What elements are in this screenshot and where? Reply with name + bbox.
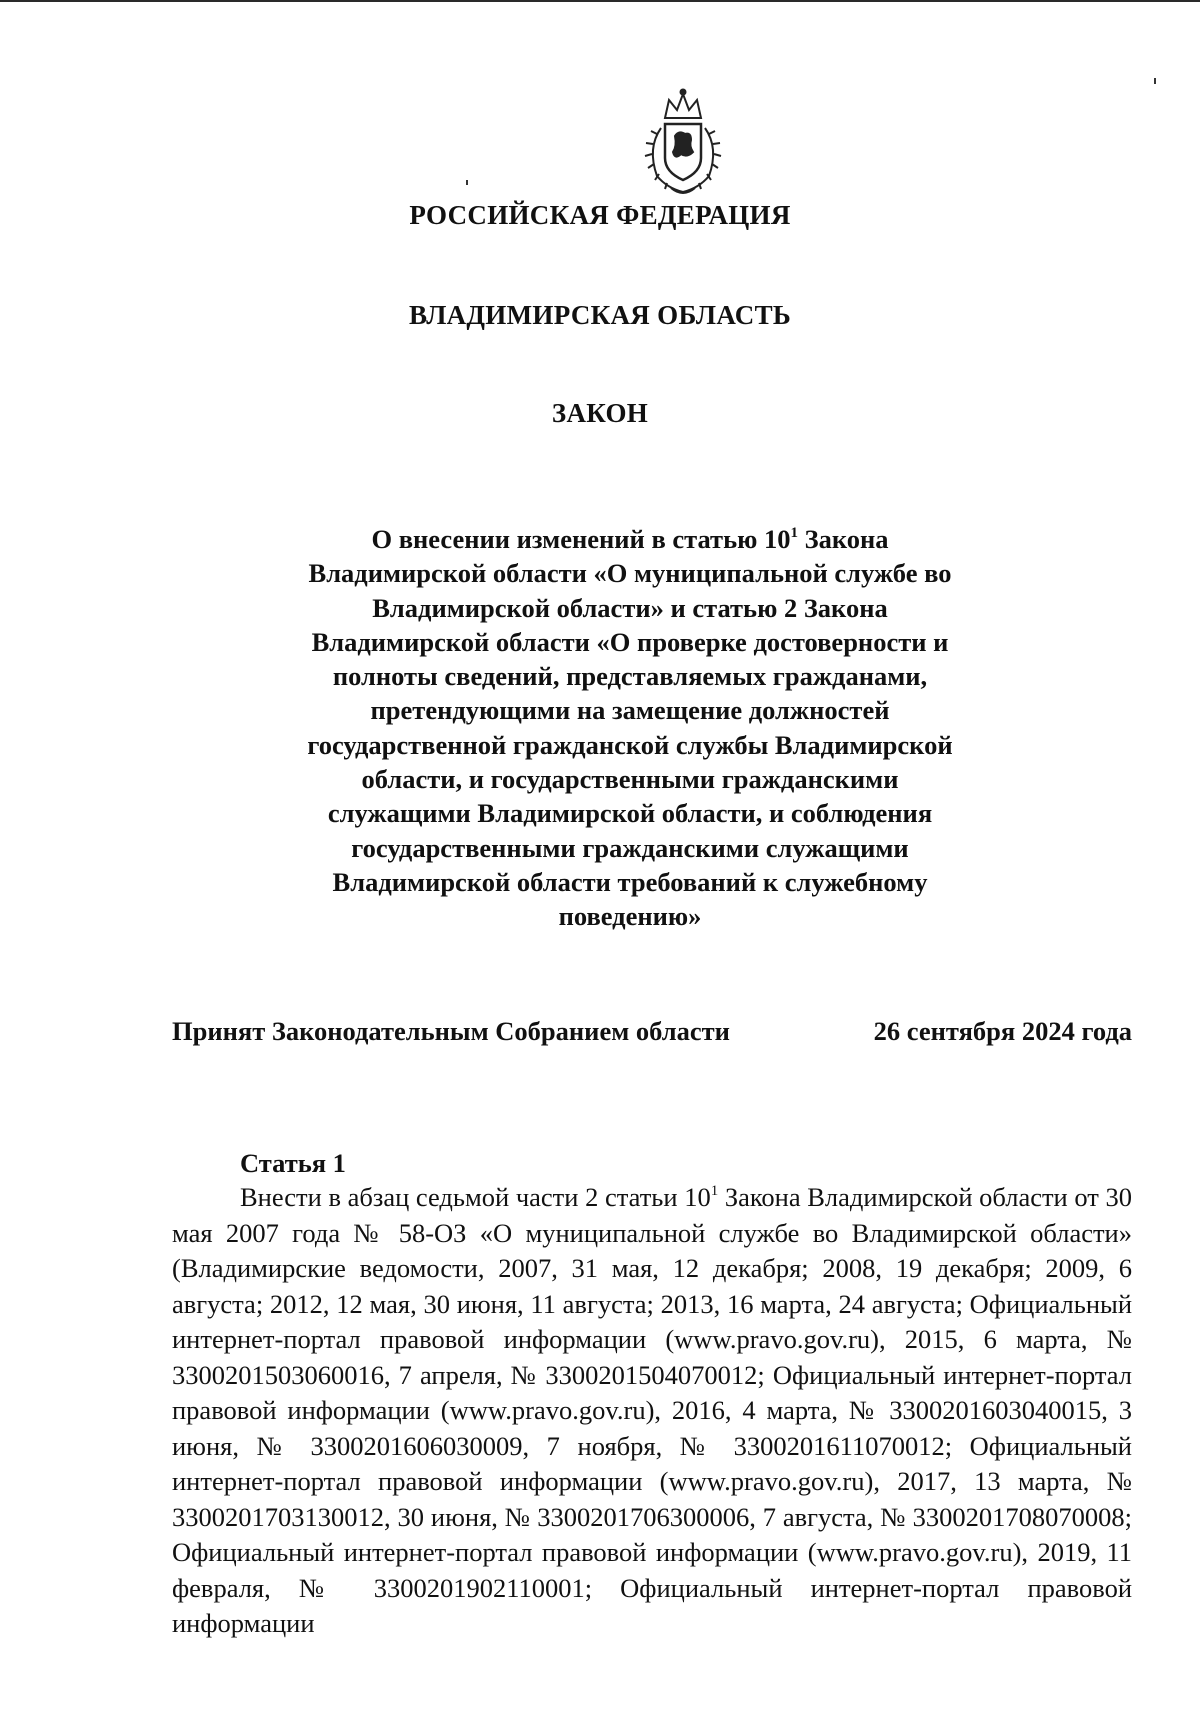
article-1-text-part: Закона Владимирской области от 30 мая 2007 года № 58-ОЗ «О муниципальной службе во Владимирской области» (Владимирские ведомости, 2007, 31 мая, 12 декабря; 2008, 19 декабря; 2009, 6 августа; 2012, 12 мая, 30 июня, 11 августа; 2013, 16 марта, 24 августа; Официальный интернет-портал правовой информации (www.pravo.gov.ru), 2015, 6 марта, № 3300201503060016, 7 апреля, № 3300201504070012; Официальный интернет-портал правовой информации (www.pravo.gov.ru), 2016, 4 марта, № 3300201603040015, 3 июня, № 3300201606030009, 7 ноября, № 3300201611070012; Официальный интернет-портал правовой информации (www.pravo.gov.ru), 2017, 13 марта, № 3300201703130012, 30 июня, № 3300201706300006, 7 августа, № 3300201708070008; Официальный интернет-портал правовой информации (www.pravo.gov.ru), 2019, 11 февраля, № 3300201902110001; Официальный интернет-портал правовой информации <box>172 1182 1132 1638</box>
adoption-line <box>172 1016 1132 1056</box>
region-heading: ВЛАДИМИРСКАЯ ОБЛАСТЬ <box>408 300 792 330</box>
scan-edge-line <box>0 0 1200 2</box>
adoption-label: Принят Законодательным Собранием области <box>172 1016 730 1046</box>
article-1-superscript: 1 <box>710 1183 719 1199</box>
scan-artifact-mark <box>1154 78 1156 84</box>
law-title-part: О внесении изменений в статью 10 <box>371 524 791 554</box>
law-title <box>300 522 960 934</box>
article-1-text-part: Внести в абзац седьмой части 2 статьи 10 <box>240 1182 711 1212</box>
scan-artifact-mark <box>466 180 468 185</box>
document-type-heading: ЗАКОН <box>551 398 649 428</box>
article-1-heading: Статья 1 <box>240 1148 346 1178</box>
country-heading: РОССИЙСКАЯ ФЕДЕРАЦИЯ <box>409 200 791 230</box>
adoption-date: 26 сентября 2024 года <box>873 1016 1132 1046</box>
vladimir-region-coat-of-arms-icon <box>635 88 731 198</box>
law-title-part: Закона Владимирской области «О муниципальной службе во Владимирской области» и статью 2 Закона Владимирской области «О проверке достоверности и полноты сведений, представляемых гражданами, претендующими на замещение должностей государственной гражданской службы Владимирской области, и государственными гражданскими служащими Владимирской области, и соблюдения государственными гражданскими служащими Владимирской области требований к служебному поведению» <box>307 524 953 932</box>
law-title-superscript: 1 <box>790 525 798 541</box>
article-1-text <box>172 1180 1132 1642</box>
